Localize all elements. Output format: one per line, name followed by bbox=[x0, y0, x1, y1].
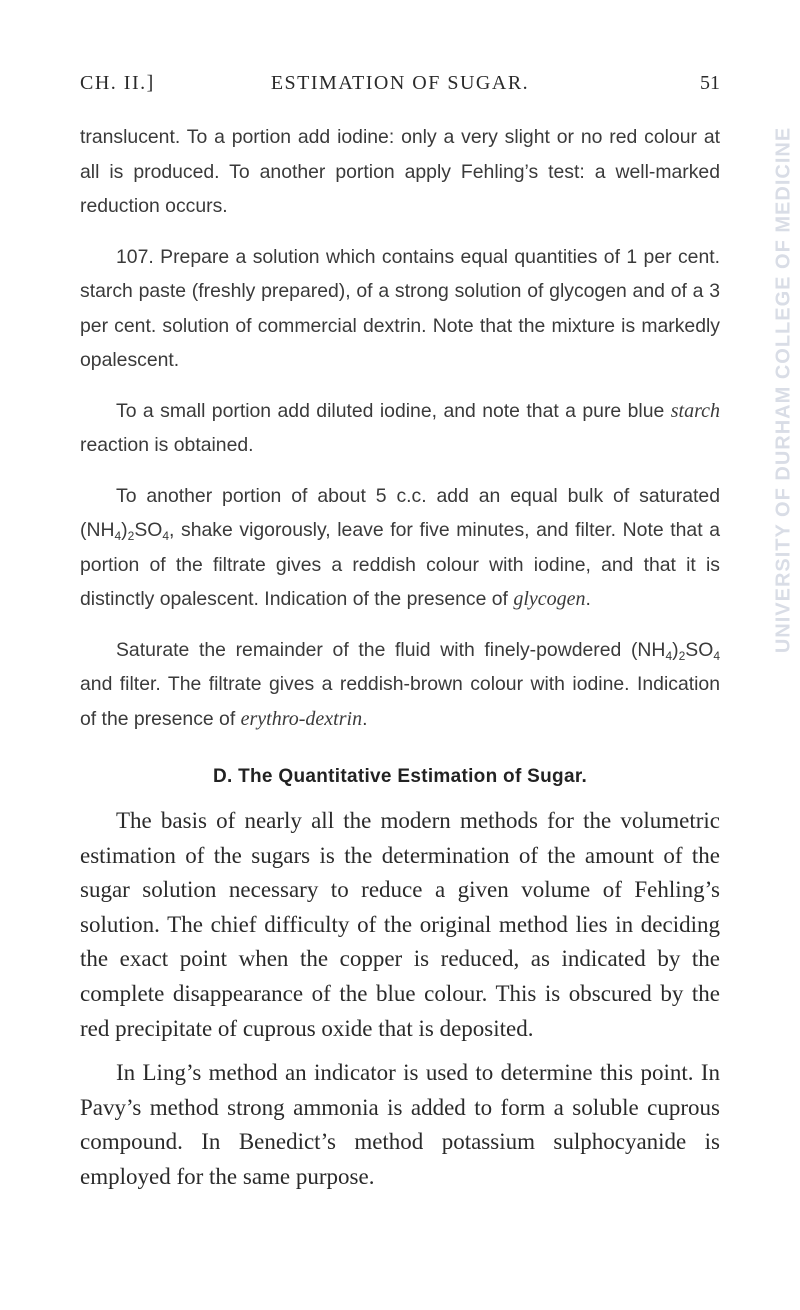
chapter-label: CH. II.] bbox=[80, 72, 155, 94]
running-header bbox=[80, 72, 720, 112]
text-run: ) bbox=[672, 638, 679, 661]
page-number: 51 bbox=[700, 72, 720, 94]
paragraph-starch-test bbox=[80, 394, 720, 463]
text-run: . bbox=[585, 588, 591, 610]
text-run: SO bbox=[685, 638, 714, 661]
stamp-text: UNIVERSITY OF DURHAM COLLEGE OF MEDICINE bbox=[772, 126, 795, 654]
text-run: ) bbox=[121, 519, 128, 541]
subscript: 2 bbox=[127, 529, 135, 543]
paragraph-continued: translucent. To a portion add iodine: only a very slight or no red colour at all is produced. To another portion apply Fehling’s test: a well-marked reduction occurs. bbox=[80, 126, 720, 217]
text-run: reaction is obtained. bbox=[80, 434, 254, 456]
italic-term: erythro-dextrin bbox=[240, 707, 363, 730]
section-paragraph-1: The basis of nearly all the modern methods for the volumetric estimation of the sugars is the determination of the amount of the sugar solution necessary to reduce a given volume of Fehling’s solution. The chief difficulty of the original method lies in deciding the exact point when the copper is reduced, as indicated by the complete disappearance of the blue colour. This is obscured by the red precipitate of cuprous oxide that is deposited. bbox=[80, 808, 720, 1041]
subscript: 4 bbox=[713, 648, 720, 663]
text-run: Saturate the remainder of the fluid with finely-powdered (NH bbox=[116, 638, 666, 661]
subscript: 4 bbox=[162, 529, 170, 543]
paragraph-glycogen-test bbox=[80, 479, 720, 617]
subscript: 4 bbox=[114, 529, 122, 543]
library-stamp bbox=[770, 80, 798, 700]
section-heading: D. The Quantitative Estimation of Sugar. bbox=[212, 766, 588, 787]
subscript: 4 bbox=[665, 648, 673, 663]
italic-term: starch bbox=[670, 399, 720, 422]
text-run: , shake vigorously, leave for five minutes, and filter. Note that a portion of the filtrate gives a reddish colour with iodine, and that it is distinctly opalescent. Indication of the presence of bbox=[80, 519, 720, 610]
text-run: To a small portion add diluted iodine, and note that a pure blue bbox=[116, 399, 671, 422]
section-paragraph-2: In Ling’s method an indicator is used to determine this point. In Pavy’s method strong ammonia is added to form a soluble cuprous compound. In Benedict’s method potassium sulphocyanide is employed for the same purpose. bbox=[80, 1060, 720, 1189]
text-run: and filter. The filtrate gives a reddish-brown colour with iodine. Indication of the presence of bbox=[80, 673, 720, 730]
book-page bbox=[80, 72, 720, 1195]
paragraph-107: 107. Prepare a solution which contains equal quantities of 1 per cent. starch paste (freshly prepared), of a strong solution of glycogen and of a 3 per cent. solution of commercial dextrin. Note that the mixture is markedly opalescent. bbox=[80, 245, 720, 371]
running-title: ESTIMATION OF SUGAR. bbox=[270, 72, 530, 94]
subscript: 2 bbox=[678, 648, 686, 663]
text-run: SO bbox=[134, 519, 163, 541]
text-run: . bbox=[362, 707, 368, 730]
paragraph-erythro-dextrin-test bbox=[80, 633, 720, 737]
italic-term: glycogen bbox=[513, 588, 586, 610]
text-run: To another portion of about 5 c.c. add an equal bulk of saturated (NH bbox=[80, 484, 720, 541]
